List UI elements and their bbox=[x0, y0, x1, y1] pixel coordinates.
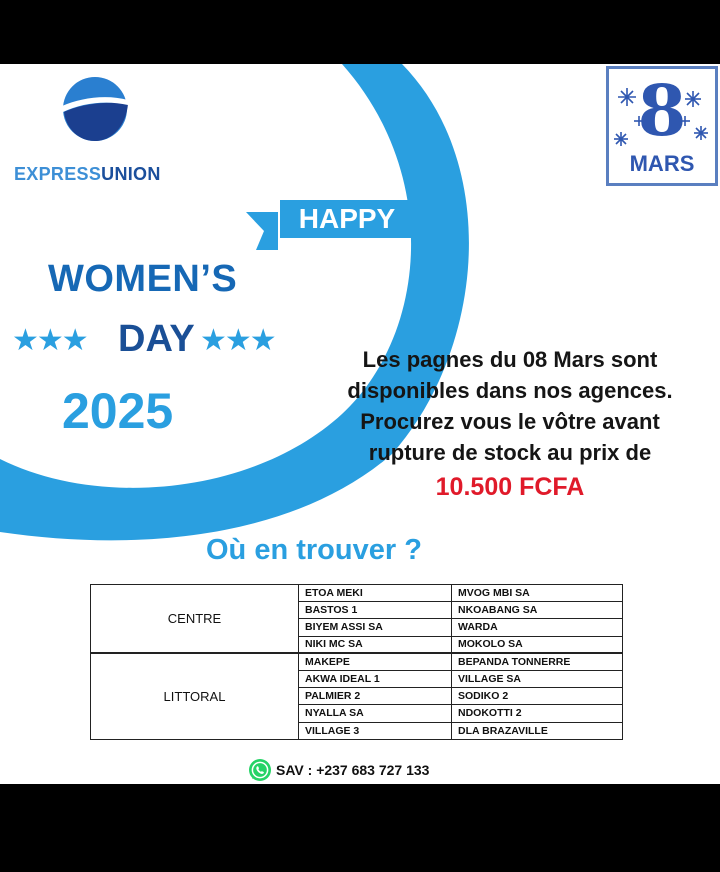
womens-heading: WOMEN’S bbox=[48, 258, 238, 300]
stars-left: ★★★ bbox=[12, 324, 87, 357]
agency-cell: SODIKO 2 bbox=[452, 688, 623, 705]
region-littoral: LITTORAL bbox=[91, 653, 299, 739]
message-line: rupture de stock au prix de bbox=[368, 440, 652, 465]
sav-phone: SAV : +237 683 727 133 bbox=[276, 762, 430, 778]
agency-cell: VILLAGE SA bbox=[452, 670, 623, 687]
agency-cell: NYALLA SA bbox=[299, 705, 452, 722]
price: 10.500 FCFA bbox=[435, 473, 585, 501]
agency-cell: NDOKOTTI 2 bbox=[452, 705, 623, 722]
agency-cell: BEPANDA TONNERRE bbox=[452, 653, 623, 670]
badge-word: MARS bbox=[629, 151, 695, 176]
agency-table bbox=[90, 584, 623, 740]
globe-icon bbox=[62, 76, 128, 142]
agency-cell: MOKOLO SA bbox=[452, 636, 623, 653]
day-heading: DAY bbox=[118, 318, 195, 360]
stars-right: ★★★ bbox=[200, 324, 275, 357]
agency-cell: WARDA bbox=[452, 619, 623, 636]
badge-number: 8 bbox=[637, 69, 687, 152]
express-union-logo bbox=[14, 76, 184, 184]
happy-banner bbox=[246, 198, 448, 250]
agency-cell: BASTOS 1 bbox=[299, 602, 452, 619]
promo-message bbox=[314, 344, 706, 504]
brand-name-part2: UNION bbox=[101, 164, 161, 184]
agency-cell: NKOABANG SA bbox=[452, 602, 623, 619]
agency-cell: BIYEM ASSI SA bbox=[299, 619, 452, 636]
happy-text: HAPPY bbox=[298, 203, 396, 234]
8-mars-badge bbox=[606, 66, 718, 186]
table-row bbox=[91, 653, 623, 670]
agency-cell: DLA BRAZAVILLE bbox=[452, 722, 623, 739]
agency-cell: VILLAGE 3 bbox=[299, 722, 452, 739]
agency-cell: AKWA IDEAL 1 bbox=[299, 670, 452, 687]
agency-cell: ETOA MEKI bbox=[299, 585, 452, 602]
agency-cell: PALMIER 2 bbox=[299, 688, 452, 705]
whatsapp-icon[interactable] bbox=[248, 758, 272, 782]
agency-cell: NIKI MC SA bbox=[299, 636, 452, 653]
message-line: Les pagnes du 08 Mars sont bbox=[362, 347, 658, 372]
brand-name bbox=[14, 164, 161, 185]
where-to-find-heading: Où en trouver ? bbox=[206, 534, 422, 566]
year-heading: 2025 bbox=[62, 383, 174, 439]
agency-cell: MVOG MBI SA bbox=[452, 585, 623, 602]
message-line: disponibles dans nos agences. bbox=[347, 378, 673, 403]
brand-name-part1: EXPRESS bbox=[14, 164, 102, 184]
table-row bbox=[91, 585, 623, 602]
poster bbox=[0, 64, 720, 784]
region-centre: CENTRE bbox=[91, 585, 299, 654]
agency-cell: MAKEPE bbox=[299, 653, 452, 670]
message-line: Procurez vous le vôtre avant bbox=[360, 409, 660, 434]
